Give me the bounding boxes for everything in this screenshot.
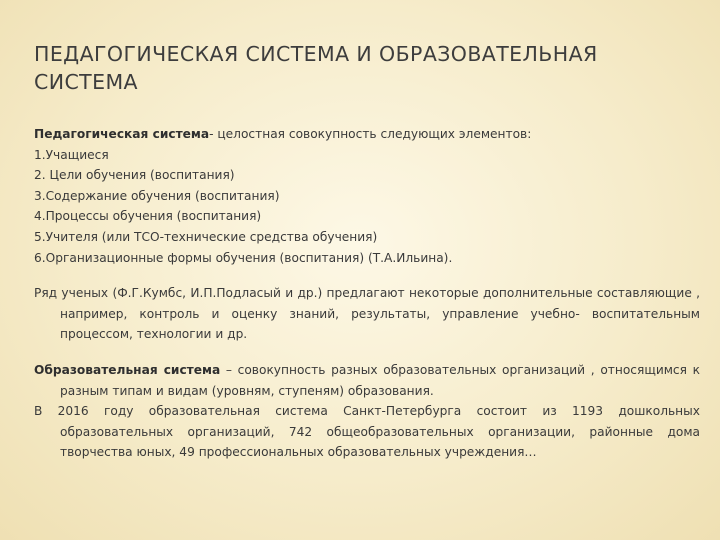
pedagogical-system-term: Педагогическая система — [34, 127, 210, 141]
spb-paragraph: В 2016 году образовательная система Санкт-Петербурга состоит из 1193 дошкольных образовательных организаций, 742 общеобразовательных организации, районные дома творчества юных, 49 профессиональных образовательных учреждения… — [34, 404, 700, 460]
pedagogical-system-definition — [34, 124, 700, 145]
spacer — [34, 345, 700, 360]
slide-title: ПЕДАГОГИЧЕСКАЯ СИСТЕМА И ОБРАЗОВАТЕЛЬНАЯ СИСТЕМА — [34, 42, 598, 94]
slide-content — [34, 124, 700, 463]
educational-system-definition — [34, 360, 700, 401]
list-item: 3.Содержание обучения (воспитания) — [34, 188, 280, 203]
list-item: 5.Учителя (или ТСО-технические средства обучения) — [34, 229, 378, 244]
educational-system-term: Образовательная система — [34, 362, 221, 377]
list-item: 1.Учащиеся — [34, 147, 109, 162]
list-item: 6.Организационные формы обучения (воспитания) (Т.А.Ильина). — [34, 250, 453, 265]
pedagogical-system-definition-text: - целостная совокупность следующих элементов: — [209, 127, 532, 141]
list-item: 4.Процессы обучения (воспитания) — [34, 209, 262, 224]
list-item: 2. Цели обучения (воспитания) — [34, 168, 235, 183]
scientists-paragraph: Ряд ученых (Ф.Г.Кумбс, И.П.Подласый и др.) предлагают некоторые дополнительные составляющие , например, контроль и оценку знаний, результаты, управление учебно- воспитательным процессом, технологии и др. — [34, 286, 700, 342]
educational-system-definition-text: – совокупность разных образовательных организаций , относящимся к разным типам и видам (уровням, ступеням) образования. — [60, 362, 701, 398]
spacer — [34, 268, 700, 283]
